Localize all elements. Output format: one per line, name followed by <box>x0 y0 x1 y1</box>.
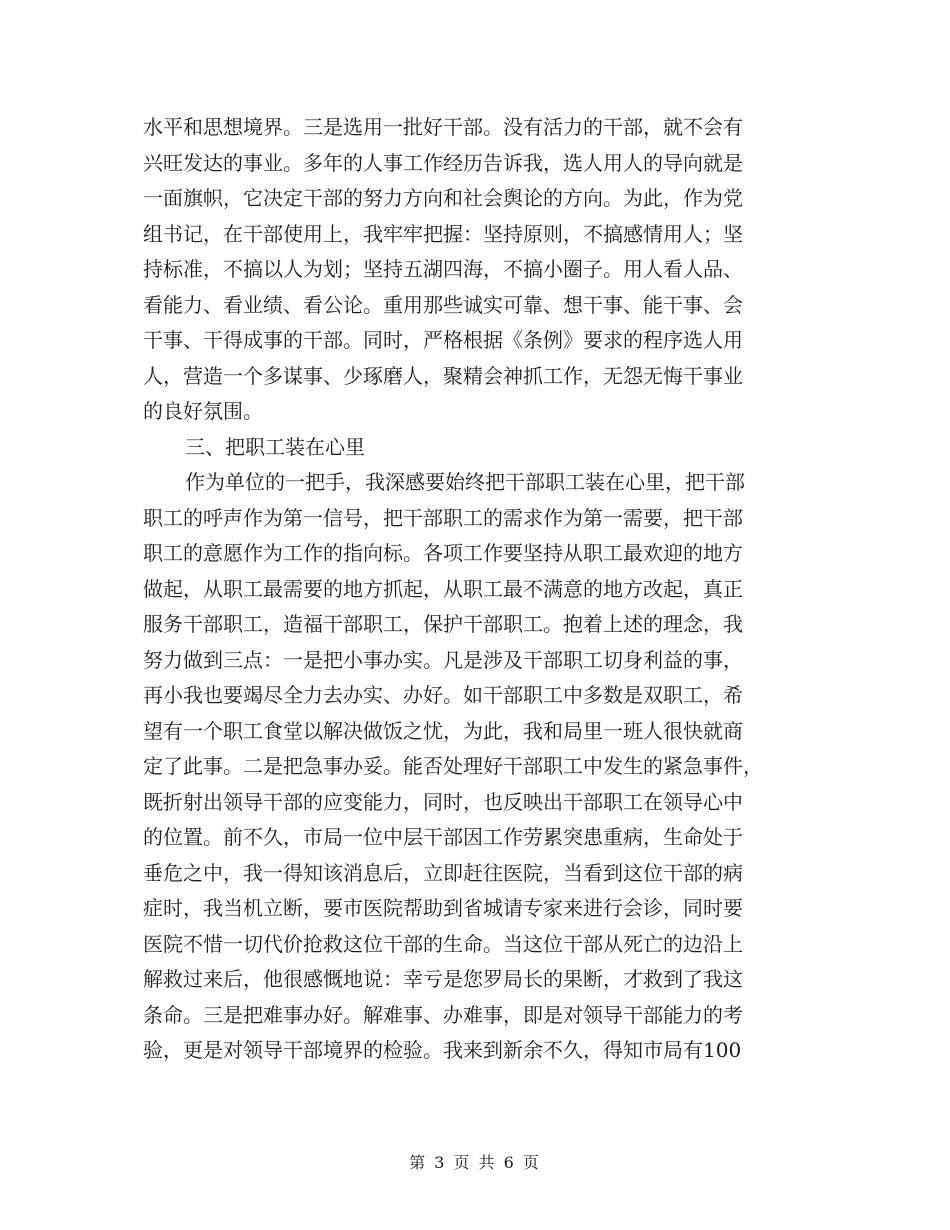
text-line: 望有一个职工食堂以解决做饭之忧，为此，我和局里一班人很快就商 <box>143 718 743 743</box>
text-line: 组书记，在干部使用上，我牢牢把握：坚持原则，不搞感情用人；坚 <box>143 221 743 246</box>
text-line: 症时，我当机立断，要市医院帮助到省城请专家来进行会诊，同时要 <box>143 896 743 920</box>
text-line: 解救过来后，他很感慨地说：幸亏是您罗局长的果断，才救到了我这 <box>143 967 743 991</box>
page-number-footer: 第 3 页 共 6 页 <box>409 1153 541 1172</box>
text-line: 垂危之中，我一得知该消息后，立即赶往医院，当看到这位干部的病 <box>143 860 743 885</box>
section-heading: 三、把职工装在心里 <box>185 434 365 459</box>
text-line: 服务干部职工，造福干部职工，保护干部职工。抱着上述的理念，我 <box>143 612 743 636</box>
text-line: 定了此事。二是把急事办妥。能否处理好干部职工中发生的紧急事件， <box>143 754 763 778</box>
text-line: 医院不惜一切代价抢救这位干部的生命。当这位干部从死亡的边沿上 <box>143 931 743 956</box>
text-line: 的位置。前不久，市局一位中层干部因工作劳累突患重病，生命处于 <box>143 825 743 849</box>
text-line: 做起，从职工最需要的地方抓起，从职工最不满意的地方改起，真正 <box>143 576 743 601</box>
text-line: 持标准，不搞以人为划；坚持五湖四海，不搞小圈子。用人看人品、 <box>143 257 743 281</box>
text-line: 人，营造一个多谋事、少琢磨人，聚精会神抓工作，无怨无悔干事业 <box>143 363 743 388</box>
text-line: 再小我也要竭尽全力去办实、办好。如干部职工中多数是双职工，希 <box>143 683 743 707</box>
text-line: 兴旺发达的事业。多年的人事工作经历告诉我，选人用人的导向就是 <box>143 150 743 175</box>
text-line: 作为单位的一把手，我深感要始终把干部职工装在心里，把干部 <box>185 470 745 494</box>
text-line: 职工的意愿作为工作的指向标。各项工作要坚持从职工最欢迎的地方 <box>143 541 743 565</box>
text-line: 既折射出领导干部的应变能力，同时，也反映出干部职工在领导心中 <box>143 789 743 814</box>
text-line: 看能力、看业绩、看公论。重用那些诚实可靠、想干事、能干事、会 <box>143 292 743 317</box>
text-line: 职工的呼声作为第一信号，把干部职工的需求作为第一需要，把干部 <box>143 505 743 530</box>
text-line: 验，更是对领导干部境界的检验。我来到新余不久，得知市局有100 <box>143 1038 742 1062</box>
text-line: 努力做到三点：一是把小事办实。凡是涉及干部职工切身利益的事， <box>143 647 743 672</box>
text-line: 水平和思想境界。三是选用一批好干部。没有活力的干部，就不会有 <box>143 115 743 139</box>
text-line: 的良好氛围。 <box>143 399 263 423</box>
text-line: 条命。三是把难事办好。解难事、办难事，即是对领导干部能力的考 <box>143 1002 743 1027</box>
text-line: 干事、干得成事的干部。同时，严格根据《条例》要求的程序选人用 <box>143 328 743 352</box>
body-text <box>143 110 803 1069</box>
text-line: 一面旗帜，它决定干部的努力方向和社会舆论的方向。为此，作为党 <box>143 186 743 210</box>
